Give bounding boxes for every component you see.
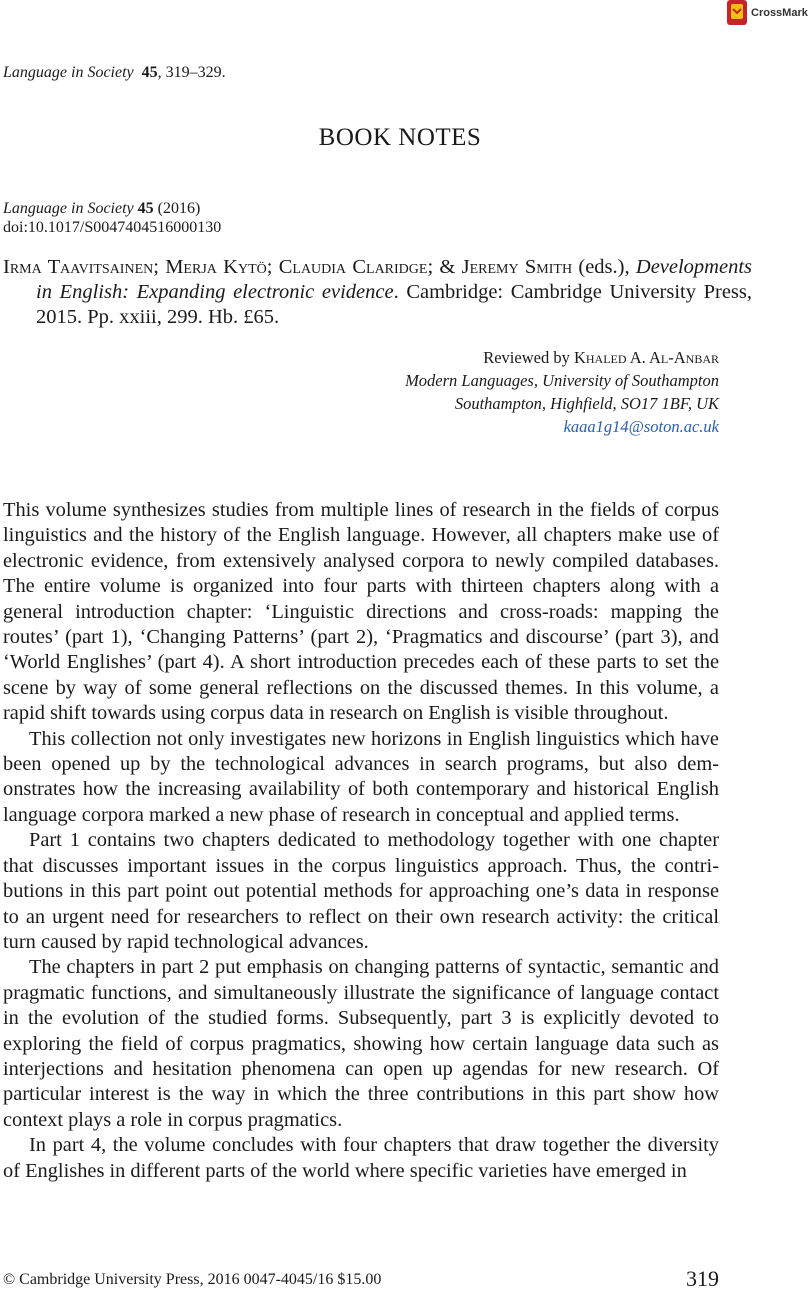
- author-3: Claudia Claridge: [278, 256, 428, 278]
- running-head-journal: Language in Society: [3, 64, 134, 81]
- body-paragraph-4: The chapters in part 2 put emphasis on changing patterns of syntactic, semantic and pragmatic functions, and simultaneously illustrate the significance of language contact in the evolution of the studied forms. Subsequently, part 3 is explicitly devoted to exploring the field of corpus pragmatics, showing how certain language data such as interjections and hesitation phenomena can open up agendas for new research. Of particular interest is the way in which the three contributions in this part show how context plays a role in corpus pragmatics.: [3, 956, 719, 1131]
- meta-year: (2016): [157, 200, 201, 217]
- crossmark-badge[interactable]: [726, 0, 808, 26]
- crossmark-icon: [726, 0, 748, 26]
- reviewer-name: Khaled A. Al-Anbar: [573, 348, 719, 367]
- book-title: Developments in English: Expanding electronic evidence: [36, 256, 753, 303]
- author-2: Merja Kytö: [165, 256, 267, 278]
- reviewer-affiliation: Modern Languages, University of Southampton: [405, 371, 719, 390]
- page-number: 319: [686, 1266, 719, 1291]
- reviewer-block: [405, 346, 719, 438]
- review-body: [3, 498, 719, 1184]
- body-paragraph-1: This volume synthesizes studies from multiple lines of research in the fields of corpus linguistics and the history of the English language. However, all chapters make use of electronic evidence, from extensively analysed corpora to newly compiled databases. The entire volume is organized into four parts with thirteen chapters along with a general introduction chapter: ‘Linguistic directions and cross-roads: mapping the routes’ (part 1), ‘Changing Patterns’ (part 2), ‘Pragmatics and discourse’ (part 3), and ‘World Englishes’ (part 4). A short introduction precedes each of these parts to set the scene by way of some general reflections on the discussed themes. In this volume, a rapid shift towards using corpus data in research on English is visible throughout.: [3, 499, 719, 725]
- body-paragraph-5: In part 4, the volume concludes with four chapters that draw together the diversity of Englishes in different parts of the world where specific varieties have emerged in: [3, 1134, 719, 1182]
- meta-doi[interactable]: doi:10.1017/S0047404516000130: [3, 219, 222, 236]
- reviewer-address: Southampton, Highfield, SO17 1BF, UK: [454, 394, 719, 413]
- reviewer-email[interactable]: kaaa1g14@soton.ac.uk: [563, 417, 719, 436]
- editors-note: (eds.),: [578, 256, 630, 278]
- body-paragraph-2: This collection not only investigates new horizons in English linguistics which have been opened up by the technological advances in search programs, but also demonstrates how the increasing availability of both contemporary and historical English language corpora marked a new phase of research in conceptual and applied terms.: [3, 727, 719, 826]
- publisher-info: . Cambridge: Cambridge University Press, 2015. Pp. xxiii, 299. Hb. £65.: [36, 281, 753, 328]
- reviewer-prefix: Reviewed by: [483, 348, 570, 367]
- body-paragraph-3: Part 1 contains two chapters dedicated to methodology together with one chapter that discusses important issues in the corpus linguistics approach. Thus, the contributions in this part point out potential methods for approaching one’s data in response to an urgent need for researchers to reflect on their own research activity: the critical turn caused by rapid technological advances.: [3, 829, 719, 953]
- running-head-pages: , 319–329.: [157, 64, 226, 81]
- running-head-volume: 45: [141, 64, 158, 81]
- meta-journal: Language in Society: [3, 200, 134, 217]
- section-title: BOOK NOTES: [318, 124, 482, 151]
- meta-volume: 45: [137, 200, 154, 217]
- article-meta: [3, 199, 221, 237]
- author-1: Irma Taavitsainen: [3, 256, 154, 278]
- author-4: Jeremy Smith: [461, 256, 573, 278]
- crossmark-label: CrossMark: [751, 7, 808, 19]
- running-head: [3, 64, 226, 82]
- footer-copyright: © Cambridge University Press, 2016 0047-4045/16 $15.00: [3, 1271, 382, 1288]
- book-citation: Irma Taavitsainen; Merja Kytö; Claudia Claridge; & Jeremy Smith (eds.), Developments in English: Expanding electronic evidence. Cambridge: Cambridge University Press, 2015. Pp. xxiii, 299. Hb. £65.: [3, 256, 753, 328]
